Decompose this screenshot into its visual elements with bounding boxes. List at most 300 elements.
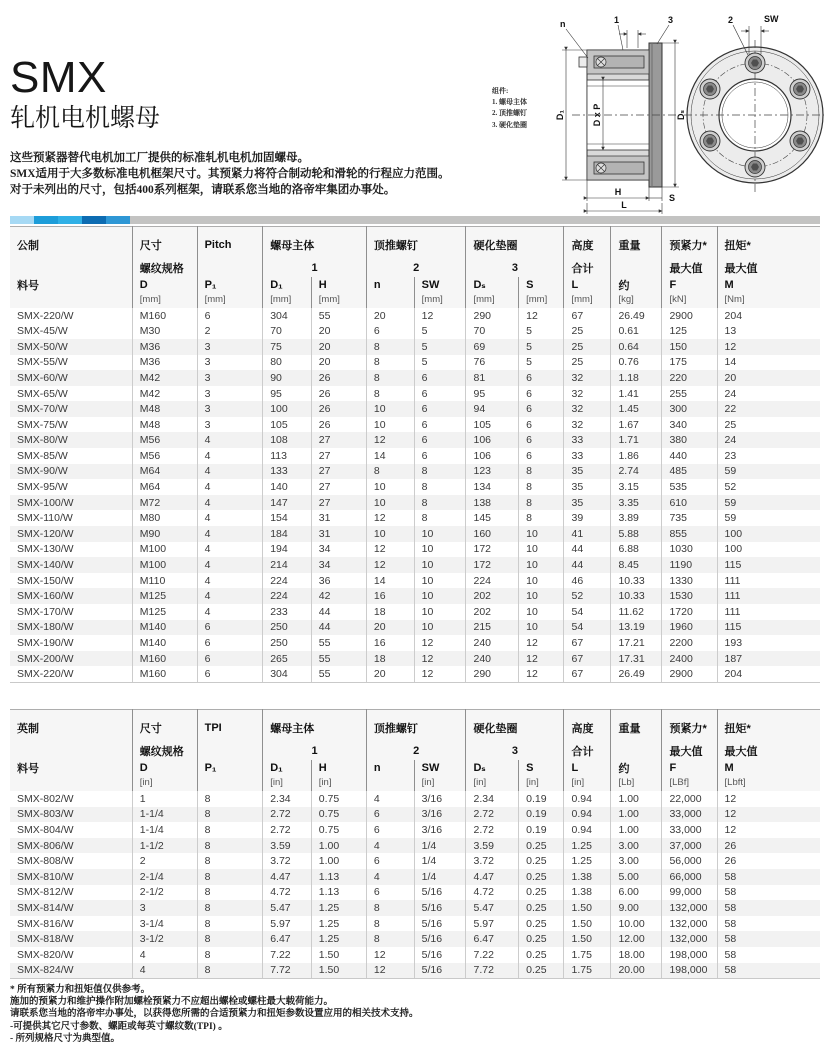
table-cell: 6.47 (263, 931, 312, 947)
table-cell: 52 (564, 588, 611, 604)
table-row (10, 822, 820, 838)
table-cell: 204 (717, 666, 820, 682)
header-cell: Pitch (197, 226, 263, 260)
table-cell: 1.75 (564, 963, 611, 979)
table-cell: 8 (197, 853, 263, 869)
table-cell: 1-1/4 (132, 807, 197, 823)
table-cell: 20 (366, 620, 414, 636)
table-cell: SMX-130/W (17, 543, 74, 556)
table-cell: 3 (197, 401, 263, 417)
accent-bar (10, 216, 820, 224)
table-cell: 32 (564, 370, 611, 386)
table-cell: SMX-85/W (17, 449, 68, 462)
table-cell: 1.25 (564, 853, 611, 869)
table-cell: 8 (197, 900, 263, 916)
table-cell: 2 (132, 853, 197, 869)
table-row (10, 931, 820, 947)
table-row (10, 666, 820, 682)
header-cell: [mm] (132, 293, 197, 308)
table-cell: 8 (197, 822, 263, 838)
table-cell: 194 (263, 542, 312, 558)
table-cell: 2900 (662, 666, 717, 682)
table-cell: SMX-100/W (17, 496, 74, 509)
table-cell: 100 (717, 542, 820, 558)
header-cell: 合计 (564, 743, 611, 760)
table-cell: 26.49 (611, 666, 662, 682)
table-cell: 35 (564, 479, 611, 495)
table-cell: 132,000 (662, 916, 717, 932)
table-cell: 32 (564, 417, 611, 433)
header-cell (611, 743, 662, 760)
table-cell: 224 (263, 588, 312, 604)
header-cell: 3 (466, 743, 564, 760)
table-cell: 4 (132, 963, 197, 979)
table-row (10, 604, 820, 620)
table-cell: 3/16 (414, 791, 466, 807)
table-cell: 10 (519, 557, 564, 573)
table-cell: 55 (311, 308, 366, 324)
table-cell: M100 (132, 557, 197, 573)
table-cell: 9.00 (611, 900, 662, 916)
table-cell: 67 (564, 651, 611, 667)
table-cell: 12 (519, 308, 564, 324)
table-cell: 1.50 (311, 963, 366, 979)
table-cell: 31 (311, 526, 366, 542)
table-cell: 0.25 (519, 838, 564, 854)
header-cell: L (564, 277, 611, 293)
table-cell: 20 (366, 666, 414, 682)
table-cell: 4 (366, 838, 414, 854)
table-cell: 44 (311, 604, 366, 620)
table-cell: 6.00 (611, 885, 662, 901)
table-row (10, 479, 820, 495)
table-cell: 610 (662, 495, 717, 511)
table-cell: 24 (717, 386, 820, 402)
table-cell: 20 (311, 339, 366, 355)
metric-spec-table (10, 226, 820, 683)
header-cell: D₁ (263, 277, 312, 293)
table-cell: 0.61 (611, 323, 662, 339)
table-cell: 26 (311, 370, 366, 386)
table-cell: 4 (197, 464, 263, 480)
table-cell: SMX-806/W (17, 839, 74, 852)
description-line: 这些预紧器替代电机加工厂提供的标准轧机电机加固螺母。 (10, 151, 309, 164)
table-cell: 25 (564, 323, 611, 339)
table-cell: 380 (662, 432, 717, 448)
table-cell: 1.25 (564, 838, 611, 854)
header-cell: 合计 (564, 260, 611, 277)
header-cell: [kg] (611, 293, 662, 308)
table-cell: 4 (197, 432, 263, 448)
header-cell: 1 (263, 260, 367, 277)
table-cell: M56 (132, 448, 197, 464)
table-cell: 10 (519, 620, 564, 636)
table-cell: 6 (519, 370, 564, 386)
table-cell: 5.88 (611, 526, 662, 542)
header-cell: 料号 (17, 762, 39, 775)
table-cell: 27 (311, 432, 366, 448)
table-cell: 3-1/4 (132, 916, 197, 932)
legend-title: 组件: (492, 87, 509, 95)
header-cell: 1 (263, 743, 367, 760)
header-cell: 扭矩* (717, 226, 820, 260)
table-cell: 5 (414, 323, 466, 339)
table-cell: 94 (466, 401, 519, 417)
table-cell: 4 (366, 869, 414, 885)
table-cell: 1.86 (611, 448, 662, 464)
table-cell: 12 (366, 947, 414, 963)
table-cell: 14 (717, 355, 820, 371)
table-cell: 4 (197, 588, 263, 604)
table-cell: 0.94 (564, 807, 611, 823)
footnote-line: - 所列规格尺寸为典型值。 (10, 1033, 121, 1044)
table-cell: SMX-808/W (17, 855, 74, 868)
table-cell: SMX-160/W (17, 590, 74, 603)
table-cell: SMX-150/W (17, 574, 74, 587)
table-cell: 26 (311, 417, 366, 433)
table-cell: 6 (414, 370, 466, 386)
header-cell: SW (414, 760, 466, 776)
table-cell: 1-1/2 (132, 838, 197, 854)
table-cell: 111 (717, 604, 820, 620)
table-cell: 8 (197, 838, 263, 854)
table-cell: 18 (366, 604, 414, 620)
table-cell: 12.00 (611, 931, 662, 947)
header-cell: 顶推螺钉 (366, 709, 466, 743)
table-cell: 1.00 (611, 807, 662, 823)
table-cell: 10.00 (611, 916, 662, 932)
table-cell: 10 (366, 417, 414, 433)
table-cell: 12 (717, 339, 820, 355)
table-cell: 215 (466, 620, 519, 636)
table-cell: 10 (414, 604, 466, 620)
table-cell: SMX-820/W (17, 948, 74, 961)
table-cell: 2.34 (263, 791, 312, 807)
table-cell: 1.25 (311, 916, 366, 932)
table-cell: 1.00 (311, 838, 366, 854)
table-cell: 3.89 (611, 510, 662, 526)
table-cell: 13.19 (611, 620, 662, 636)
table-cell: 3 (197, 386, 263, 402)
header-cell: [in] (263, 776, 312, 791)
table-cell: 1 (132, 791, 197, 807)
table-cell: 55 (311, 635, 366, 651)
table-cell: 5.47 (466, 900, 519, 916)
table-cell: 6 (197, 308, 263, 324)
table-row (10, 386, 820, 402)
table-cell: 8 (519, 479, 564, 495)
table-cell: 8 (197, 885, 263, 901)
table-cell: 54 (564, 604, 611, 620)
table-cell: 1.38 (564, 885, 611, 901)
header-cell: [in] (519, 776, 564, 791)
table-cell: 58 (717, 885, 820, 901)
table-cell: M160 (132, 308, 197, 324)
callout-1: 1 (614, 15, 620, 25)
table-cell: SMX-55/W (17, 356, 68, 369)
table-cell: 12 (414, 666, 466, 682)
table-cell: 0.25 (519, 869, 564, 885)
table-cell: SMX-814/W (17, 901, 74, 914)
table-cell: 4 (197, 510, 263, 526)
table-cell: 22,000 (662, 791, 717, 807)
header-cell: [in] (132, 776, 197, 791)
table-cell: 6 (519, 432, 564, 448)
table-cell: 172 (466, 542, 519, 558)
table-cell: 5 (519, 323, 564, 339)
section-view-diagram (555, 15, 686, 214)
table-cell: 8 (519, 510, 564, 526)
header-cell: 螺纹规格 (132, 260, 197, 277)
table-cell: 12 (717, 791, 820, 807)
table-cell: 1.13 (311, 885, 366, 901)
header-cell: M (717, 277, 820, 293)
table-cell: 100 (717, 526, 820, 542)
table-cell: 304 (263, 666, 312, 682)
table-row (10, 635, 820, 651)
header-cell: [mm] (311, 293, 366, 308)
table-cell: 1.75 (564, 947, 611, 963)
table-cell: 111 (717, 588, 820, 604)
table-cell: 2200 (662, 635, 717, 651)
table-cell: 8 (197, 916, 263, 932)
table-cell: 76 (466, 355, 519, 371)
header-cell (10, 743, 132, 760)
header-cell: 螺纹规格 (132, 743, 197, 760)
description-line: SMX适用于大多数标准电机框架尺寸。其预紧力将符合制动轮和滑轮的行程应力范围。 (10, 168, 450, 181)
table-cell: 224 (263, 573, 312, 589)
table-cell: 8 (197, 931, 263, 947)
header-cell: 最大值 (717, 260, 820, 277)
table-row (10, 401, 820, 417)
table-row (10, 885, 820, 901)
table-cell: SMX-90/W (17, 465, 68, 478)
table-cell: 58 (717, 963, 820, 979)
table-cell: 0.25 (519, 916, 564, 932)
accent-bar-segment (82, 216, 106, 224)
table-cell: 4 (197, 479, 263, 495)
header-cell: SW (414, 277, 466, 293)
table-cell: SMX-50/W (17, 340, 68, 353)
header-cell: 2 (366, 743, 466, 760)
table-cell: 81 (466, 370, 519, 386)
table-cell: 5 (519, 339, 564, 355)
table-cell: 2-1/4 (132, 869, 197, 885)
table-row (10, 651, 820, 667)
table-cell: 8 (366, 900, 414, 916)
table-cell: 6 (414, 401, 466, 417)
table-row (10, 495, 820, 511)
table-cell: 6 (366, 822, 414, 838)
table-cell: 20 (311, 323, 366, 339)
header-cell: 公制 (17, 239, 39, 252)
table-cell: M160 (132, 651, 197, 667)
table-row (10, 573, 820, 589)
table-cell: 25 (564, 339, 611, 355)
table-cell: 70 (263, 323, 312, 339)
footnote-line: 施加的预紧力和维护操作附加螺栓预紧力不应超出螺栓或螺柱最大载荷能力。 (10, 997, 334, 1008)
table-cell: 5/16 (414, 900, 466, 916)
table-cell: 240 (466, 651, 519, 667)
table-cell: 59 (717, 495, 820, 511)
table-cell: 25 (717, 417, 820, 433)
table-cell: 184 (263, 526, 312, 542)
table-cell: 4 (197, 542, 263, 558)
table-cell: 10.33 (611, 588, 662, 604)
table-cell: 24 (717, 432, 820, 448)
table-cell: 20 (717, 370, 820, 386)
table-cell: M36 (132, 339, 197, 355)
header-cell: 2 (366, 260, 466, 277)
header-cell: 尺寸 (132, 709, 197, 743)
table-cell: 5.00 (611, 869, 662, 885)
table-cell: 5/16 (414, 947, 466, 963)
header-cell (10, 293, 132, 308)
table-cell: 44 (311, 620, 366, 636)
table-cell: 1.00 (611, 791, 662, 807)
table-cell: 2 (197, 323, 263, 339)
header-cell: F (662, 760, 717, 776)
dim-label-ds: Dₛ (676, 110, 686, 120)
dim-label-d1: D₁ (555, 109, 565, 121)
table-cell: 26 (717, 838, 820, 854)
table-cell: 2.72 (466, 807, 519, 823)
table-row (10, 900, 820, 916)
table-cell: M64 (132, 479, 197, 495)
table-cell: 154 (263, 510, 312, 526)
header-cell: 螺母主体 (263, 709, 367, 743)
table-cell: 0.76 (611, 355, 662, 371)
table-cell: M64 (132, 464, 197, 480)
table-cell: 1.18 (611, 370, 662, 386)
table-cell: 26.49 (611, 308, 662, 324)
table-row (10, 432, 820, 448)
table-cell: SMX-220/W (17, 309, 74, 322)
table-cell: 1/4 (414, 853, 466, 869)
table-cell: 8 (366, 370, 414, 386)
table-cell: 0.75 (311, 822, 366, 838)
table-cell: SMX-824/W (10, 963, 132, 979)
table-cell: 69 (466, 339, 519, 355)
table-cell: 175 (662, 355, 717, 371)
table-cell: 100 (263, 401, 312, 417)
table-cell: 7.72 (466, 963, 519, 979)
table-cell: 3.59 (263, 838, 312, 854)
table-cell: 202 (466, 604, 519, 620)
table-cell: 113 (263, 448, 312, 464)
header-cell: 3 (466, 260, 564, 277)
dim-label-sw: SW (764, 14, 779, 24)
table-cell: 2-1/2 (132, 885, 197, 901)
table-cell: 8 (414, 495, 466, 511)
table-cell: 12 (519, 666, 564, 682)
table-cell: 10 (519, 573, 564, 589)
table-row (10, 370, 820, 386)
table-cell: 20 (311, 355, 366, 371)
table-cell: 0.25 (519, 931, 564, 947)
table-cell: 10 (519, 526, 564, 542)
table-row (10, 355, 820, 371)
table-cell: 132,000 (662, 931, 717, 947)
table-cell: 8 (366, 916, 414, 932)
table-cell: 8 (366, 339, 414, 355)
table-row (10, 464, 820, 480)
header-cell: P₁ (197, 277, 263, 293)
table-cell: 0.19 (519, 807, 564, 823)
table-cell: SMX-60/W (17, 371, 68, 384)
table-cell: 12 (366, 963, 414, 979)
header-cell (197, 776, 263, 791)
table-cell: 8 (414, 510, 466, 526)
table-cell: 26 (311, 386, 366, 402)
table-cell: 485 (662, 464, 717, 480)
table-cell: 3.72 (263, 853, 312, 869)
header-cell: [kN] (662, 293, 717, 308)
table-cell: 1.00 (611, 822, 662, 838)
table-cell: 3 (197, 355, 263, 371)
table-cell: 12 (717, 822, 820, 838)
table-cell: M100 (132, 542, 197, 558)
header-cell: 英制 (17, 722, 39, 735)
table-cell: 106 (466, 432, 519, 448)
table-cell: 10 (366, 495, 414, 511)
header-cell: M (717, 760, 820, 776)
table-cell: 1720 (662, 604, 717, 620)
header-cell: D₁ (263, 760, 312, 776)
table-cell: 58 (717, 947, 820, 963)
table-row (10, 869, 820, 885)
header-cell: 尺寸 (132, 226, 197, 260)
accent-bar-segment (34, 216, 58, 224)
table-cell: 67 (564, 666, 611, 682)
table-cell: 58 (717, 916, 820, 932)
table-cell: 6 (414, 386, 466, 402)
table-cell: 150 (662, 339, 717, 355)
table-cell: 1.67 (611, 417, 662, 433)
table-cell: 6 (519, 448, 564, 464)
accent-bar-gray (130, 216, 820, 224)
table-row (10, 963, 820, 979)
table-cell: 25 (564, 355, 611, 371)
table-cell: 33 (564, 432, 611, 448)
header-cell: 约 (611, 760, 662, 776)
table-cell: 1190 (662, 557, 717, 573)
table-cell: 35 (564, 495, 611, 511)
table-cell: M140 (132, 620, 197, 636)
legend-item: 2. 顶推螺钉 (492, 109, 527, 118)
table-cell: 2.34 (466, 791, 519, 807)
header-cell (10, 776, 132, 791)
table-cell: 4 (132, 947, 197, 963)
header-cell: 高度 (564, 226, 611, 260)
table-cell: 220 (662, 370, 717, 386)
table-cell: 4.47 (263, 869, 312, 885)
table-cell: 42 (311, 588, 366, 604)
table-cell: 10 (519, 604, 564, 620)
table-cell: 5/16 (414, 916, 466, 932)
front-view-diagram (684, 14, 824, 192)
table-cell: SMX-818/W (17, 933, 74, 946)
table-cell: 34 (311, 557, 366, 573)
table-cell: 34 (311, 542, 366, 558)
table-cell: 3 (132, 900, 197, 916)
table-cell: SMX-95/W (17, 481, 68, 494)
header-cell: Dₛ (466, 760, 519, 776)
table-cell: 4 (197, 495, 263, 511)
table-cell: M42 (132, 386, 197, 402)
product-diagram (492, 10, 824, 215)
table-cell: 6.47 (466, 931, 519, 947)
